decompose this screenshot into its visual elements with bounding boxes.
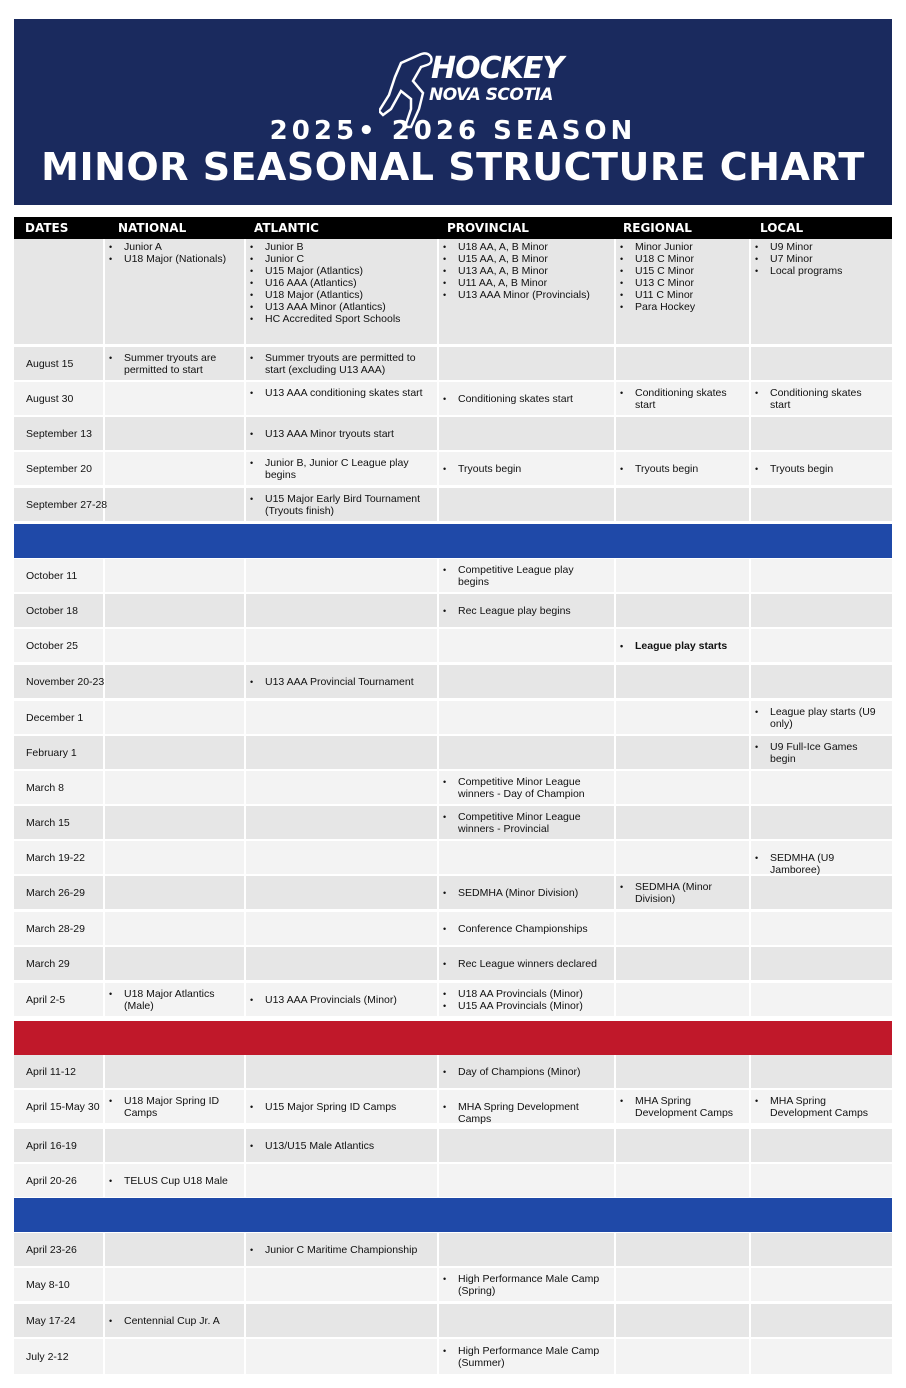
table-cell-divider bbox=[246, 629, 439, 662]
table-row bbox=[14, 876, 892, 909]
bullet-list bbox=[440, 1101, 607, 1125]
row-date: April 20-26 bbox=[26, 1174, 77, 1187]
table-cell-divider bbox=[616, 841, 751, 874]
bullet-list bbox=[617, 881, 742, 905]
table-cell-divider bbox=[246, 806, 439, 839]
table-cell-divider bbox=[616, 806, 751, 839]
list-item: • Competitive Minor League winners - Day of Champion bbox=[440, 776, 607, 800]
table-cell-divider bbox=[616, 947, 751, 980]
table-cell-divider bbox=[105, 1339, 246, 1374]
table-cell-divider bbox=[105, 452, 246, 485]
table-cell-divider bbox=[246, 559, 439, 592]
page-title: MINOR SEASONAL STRUCTURE CHART bbox=[41, 145, 865, 189]
table-row bbox=[14, 1304, 892, 1337]
list-item: • Tryouts begin bbox=[617, 463, 742, 475]
list-item: • Junior B, Junior C League play begins bbox=[247, 457, 430, 481]
bullet-list bbox=[247, 493, 430, 517]
table-row bbox=[14, 701, 892, 734]
list-item: • League play starts (U9 only) bbox=[752, 706, 883, 730]
table-row bbox=[14, 1339, 892, 1374]
table-cell-divider bbox=[439, 417, 616, 450]
bullet-list bbox=[247, 241, 434, 325]
bullet-list bbox=[106, 1095, 237, 1119]
table-cell-divider bbox=[105, 629, 246, 662]
row-date: November 20-23 bbox=[26, 675, 105, 688]
table-row bbox=[14, 417, 892, 450]
list-item: • U15 Major Early Bird Tournament (Tryouts finish) bbox=[247, 493, 430, 517]
bullet-list bbox=[106, 1315, 237, 1327]
logo-text-nova-scotia: NOVA SCOTIA bbox=[429, 85, 553, 105]
table-cell-divider bbox=[439, 1233, 616, 1266]
table-cell-divider bbox=[439, 665, 616, 698]
table-row bbox=[14, 1164, 892, 1197]
bullet-list bbox=[752, 706, 883, 730]
table-header bbox=[14, 217, 892, 239]
table-cell-divider bbox=[105, 382, 246, 415]
table-row bbox=[14, 1268, 892, 1301]
table-row bbox=[14, 594, 892, 627]
list-item: • Centennial Cup Jr. A bbox=[106, 1315, 237, 1327]
table-cell-divider bbox=[105, 771, 246, 804]
table-row bbox=[14, 629, 892, 662]
table-cell-divider bbox=[439, 629, 616, 662]
bullet-list bbox=[440, 393, 607, 405]
season-label: 2025• 2026 SEASON bbox=[269, 116, 637, 146]
table-row bbox=[14, 1129, 892, 1162]
table-cell-divider bbox=[105, 1129, 246, 1162]
blue-separator bbox=[14, 524, 892, 558]
list-item: • U15 Major Spring ID Camps bbox=[247, 1101, 430, 1113]
list-item: • U18 Major Atlantics (Male) bbox=[106, 988, 237, 1012]
table-row bbox=[14, 771, 892, 804]
row-date: April 15-May 30 bbox=[26, 1100, 100, 1113]
bullet-list bbox=[752, 852, 883, 876]
table-cell-divider bbox=[105, 1055, 246, 1088]
row-date: April 11-12 bbox=[26, 1065, 76, 1078]
table-cell-divider bbox=[616, 912, 751, 945]
table-cell-divider bbox=[105, 841, 246, 874]
list-item: • Local programs bbox=[752, 265, 887, 277]
table-cell-divider bbox=[105, 876, 246, 909]
table-cell-divider bbox=[616, 594, 751, 627]
table-cell-divider bbox=[105, 1233, 246, 1266]
table-cell-divider bbox=[105, 912, 246, 945]
table-cell-divider bbox=[105, 665, 246, 698]
list-item: • Rec League play begins bbox=[440, 605, 607, 617]
bullet-list bbox=[617, 241, 746, 313]
table-row bbox=[14, 1233, 892, 1266]
column-header-national: NATIONAL bbox=[118, 221, 187, 235]
row-date: May 8-10 bbox=[26, 1278, 70, 1291]
list-item: • Conditioning skates start bbox=[440, 393, 607, 405]
table-cell-divider bbox=[246, 912, 439, 945]
table-cell-divider bbox=[439, 701, 616, 734]
bullet-list bbox=[106, 988, 237, 1012]
table-cell-divider bbox=[105, 559, 246, 592]
table-cell-divider bbox=[616, 701, 751, 734]
list-item: • U15 AA Provincials (Minor) bbox=[440, 1000, 607, 1012]
row-date: July 2-12 bbox=[26, 1350, 69, 1363]
list-item: • Competitive League play begins bbox=[440, 564, 607, 588]
table-row bbox=[14, 947, 892, 980]
bullet-list bbox=[752, 741, 883, 765]
table-cell-divider bbox=[246, 1164, 439, 1197]
bullet-list bbox=[752, 241, 887, 277]
bullet-list bbox=[247, 387, 430, 399]
row-date: March 26-29 bbox=[26, 886, 85, 899]
list-item: • U13 AAA conditioning skates start bbox=[247, 387, 430, 399]
list-item: • U18 AA Provincials (Minor) bbox=[440, 988, 607, 1000]
list-item: • Rec League winners declared bbox=[440, 958, 607, 970]
bullet-list bbox=[440, 564, 607, 588]
table-cell-divider bbox=[105, 1268, 246, 1301]
bullet-list bbox=[106, 241, 241, 265]
table-row bbox=[14, 912, 892, 945]
bullet-list bbox=[440, 241, 611, 301]
list-item: • MHA Spring Development Camps bbox=[617, 1095, 742, 1119]
bullet-list bbox=[247, 352, 430, 376]
bullet-list bbox=[440, 887, 607, 899]
table-cell-divider bbox=[616, 1339, 751, 1374]
table-cell-divider bbox=[616, 665, 751, 698]
table-cell-divider bbox=[616, 771, 751, 804]
row-date: September 20 bbox=[26, 462, 92, 475]
list-item: • Minor Junior bbox=[617, 241, 746, 253]
list-item: • U15 Major (Atlantics) bbox=[247, 265, 434, 277]
bullet-list bbox=[752, 1095, 883, 1119]
list-item: • U9 Minor bbox=[752, 241, 887, 253]
table-cell-divider bbox=[246, 841, 439, 874]
table-row bbox=[14, 382, 892, 415]
list-item: • U13 AAA Minor tryouts start bbox=[247, 428, 430, 440]
bullet-list bbox=[617, 640, 742, 652]
table-cell-divider bbox=[616, 347, 751, 380]
row-date: October 25 bbox=[26, 639, 78, 652]
table-cell-divider bbox=[616, 417, 751, 450]
table-cell-divider bbox=[14, 239, 105, 344]
bullet-list bbox=[752, 463, 883, 475]
list-item: • U15 AA, A, B Minor bbox=[440, 253, 611, 265]
bullet-list bbox=[617, 387, 742, 411]
table-cell-divider bbox=[439, 1129, 616, 1162]
list-item: • U18 Major Spring ID Camps bbox=[106, 1095, 237, 1119]
list-item: • U13 AAA Minor (Atlantics) bbox=[247, 301, 434, 313]
list-item: • U13 AAA Minor (Provincials) bbox=[440, 289, 611, 301]
table-cell-divider bbox=[246, 1055, 439, 1088]
list-item: • U15 C Minor bbox=[617, 265, 746, 277]
bullet-list bbox=[440, 1345, 607, 1369]
levels-row bbox=[14, 239, 892, 344]
red-separator bbox=[14, 1021, 892, 1055]
bullet-list bbox=[247, 1244, 430, 1256]
table-row bbox=[14, 736, 892, 769]
list-item: • High Performance Male Camp (Spring) bbox=[440, 1273, 607, 1297]
logo-text-hockey: HOCKEY bbox=[431, 51, 564, 86]
table-cell-divider bbox=[246, 1304, 439, 1337]
list-item: • Para Hockey bbox=[617, 301, 746, 313]
list-item: • U18 Major (Nationals) bbox=[106, 253, 241, 265]
list-item: • U18 Major (Atlantics) bbox=[247, 289, 434, 301]
list-item: • U13/U15 Male Atlantics bbox=[247, 1140, 430, 1152]
table-cell-divider bbox=[616, 1268, 751, 1301]
list-item: • Junior A bbox=[106, 241, 241, 253]
table-cell-divider bbox=[616, 488, 751, 521]
list-item: • U9 Full-Ice Games begin bbox=[752, 741, 883, 765]
table-cell-divider bbox=[616, 1164, 751, 1197]
bullet-list bbox=[247, 676, 430, 688]
table-cell-divider bbox=[246, 1268, 439, 1301]
bullet-list bbox=[247, 1101, 430, 1113]
list-item: • U13 AAA Provincial Tournament bbox=[247, 676, 430, 688]
list-item: • Tryouts begin bbox=[440, 463, 607, 475]
list-item: • Junior B bbox=[247, 241, 434, 253]
bullet-list bbox=[247, 457, 430, 481]
table-row bbox=[14, 488, 892, 521]
row-date: September 13 bbox=[26, 427, 92, 440]
list-item: • High Performance Male Camp (Summer) bbox=[440, 1345, 607, 1369]
list-item: • SEDMHA (Minor Division) bbox=[617, 881, 742, 905]
table-row bbox=[14, 806, 892, 839]
row-date: April 2-5 bbox=[26, 993, 66, 1006]
table-cell-divider bbox=[616, 1233, 751, 1266]
list-item: • SEDMHA (Minor Division) bbox=[440, 887, 607, 899]
list-item: • League play starts bbox=[617, 640, 742, 652]
table-cell-divider bbox=[246, 771, 439, 804]
list-item: • U13 C Minor bbox=[617, 277, 746, 289]
column-header-local: LOCAL bbox=[760, 221, 804, 235]
table-row bbox=[14, 841, 892, 874]
list-item: • Competitive Minor League winners - Provincial bbox=[440, 811, 607, 835]
list-item: • Day of Champions (Minor) bbox=[440, 1066, 607, 1078]
list-item: • Conference Championships bbox=[440, 923, 607, 935]
column-header-regional: REGIONAL bbox=[623, 221, 692, 235]
list-item: • MHA Spring Development Camps bbox=[440, 1101, 607, 1125]
row-date: October 11 bbox=[26, 569, 78, 582]
bullet-list bbox=[440, 463, 607, 475]
list-item: • HC Accredited Sport Schools bbox=[247, 313, 434, 325]
bullet-list bbox=[247, 1140, 430, 1152]
table-cell-divider bbox=[439, 488, 616, 521]
list-item: • Conditioning skates start bbox=[752, 387, 883, 411]
bullet-list bbox=[440, 958, 607, 970]
list-item: • U13 AAA Provincials (Minor) bbox=[247, 994, 430, 1006]
row-date: February 1 bbox=[26, 746, 77, 759]
bullet-list bbox=[617, 1095, 742, 1119]
list-item: • MHA Spring Development Camps bbox=[752, 1095, 883, 1119]
table-cell-divider bbox=[105, 736, 246, 769]
list-item: • U11 AA, A, B Minor bbox=[440, 277, 611, 289]
bullet-list bbox=[617, 463, 742, 475]
table-cell-divider bbox=[439, 1164, 616, 1197]
table-cell-divider bbox=[246, 876, 439, 909]
table-row bbox=[14, 983, 892, 1016]
list-item: • U13 AA, A, B Minor bbox=[440, 265, 611, 277]
list-item: • U18 AA, A, B Minor bbox=[440, 241, 611, 253]
table-row bbox=[14, 559, 892, 592]
row-date: December 1 bbox=[26, 711, 84, 724]
list-item: • U11 C Minor bbox=[617, 289, 746, 301]
list-item: • SEDMHA (U9 Jamboree) bbox=[752, 852, 883, 876]
bullet-list bbox=[440, 988, 607, 1012]
table-cell-divider bbox=[246, 594, 439, 627]
list-item: • U18 C Minor bbox=[617, 253, 746, 265]
list-item: • Junior C bbox=[247, 253, 434, 265]
table-cell-divider bbox=[439, 736, 616, 769]
bullet-list bbox=[440, 811, 607, 835]
bullet-list bbox=[440, 605, 607, 617]
table-cell-divider bbox=[105, 806, 246, 839]
list-item: • TELUS Cup U18 Male bbox=[106, 1175, 237, 1187]
table-cell-divider bbox=[616, 1055, 751, 1088]
list-item: • Summer tryouts are permitted to start bbox=[106, 352, 237, 376]
table-cell-divider bbox=[616, 736, 751, 769]
bullet-list bbox=[106, 1175, 237, 1187]
column-header-dates: DATES bbox=[25, 221, 69, 235]
bullet-list bbox=[440, 776, 607, 800]
row-date: March 29 bbox=[26, 957, 70, 970]
row-date: May 17-24 bbox=[26, 1314, 76, 1327]
table-row bbox=[14, 347, 892, 380]
table-cell-divider bbox=[105, 701, 246, 734]
table-cell-divider bbox=[246, 1339, 439, 1374]
list-item: • U16 AAA (Atlantics) bbox=[247, 277, 434, 289]
list-item: • Conditioning skates start bbox=[617, 387, 742, 411]
blue-separator bbox=[14, 1198, 892, 1232]
table-cell-divider bbox=[439, 347, 616, 380]
table-cell-divider bbox=[616, 559, 751, 592]
row-date: March 19-22 bbox=[26, 851, 85, 864]
header-banner bbox=[14, 19, 892, 205]
row-date: March 15 bbox=[26, 816, 70, 829]
bullet-list bbox=[247, 428, 430, 440]
row-date: September 27-28 bbox=[26, 498, 108, 511]
list-item: • Tryouts begin bbox=[752, 463, 883, 475]
table-row bbox=[14, 1090, 892, 1123]
table-cell-divider bbox=[246, 736, 439, 769]
table-cell-divider bbox=[105, 417, 246, 450]
table-cell-divider bbox=[105, 488, 246, 521]
bullet-list bbox=[440, 1066, 607, 1078]
table-cell-divider bbox=[439, 841, 616, 874]
list-item: • Summer tryouts are permitted to start (excluding U13 AAA) bbox=[247, 352, 430, 376]
list-item: • Junior C Maritime Championship bbox=[247, 1244, 430, 1256]
row-date: April 16-19 bbox=[26, 1139, 77, 1152]
row-date: October 18 bbox=[26, 604, 78, 617]
table-cell-divider bbox=[616, 1304, 751, 1337]
bullet-list bbox=[752, 387, 883, 411]
table-cell-divider bbox=[105, 947, 246, 980]
list-item: • U7 Minor bbox=[752, 253, 887, 265]
table-cell-divider bbox=[616, 1129, 751, 1162]
bullet-list bbox=[440, 1273, 607, 1297]
table-cell-divider bbox=[246, 947, 439, 980]
table-row bbox=[14, 665, 892, 698]
row-date: August 15 bbox=[26, 357, 74, 370]
bullet-list bbox=[247, 994, 430, 1006]
bullet-list bbox=[440, 923, 607, 935]
column-header-atlantic: ATLANTIC bbox=[254, 221, 319, 235]
row-date: March 28-29 bbox=[26, 922, 85, 935]
row-date: April 23-26 bbox=[26, 1243, 77, 1256]
row-date: March 8 bbox=[26, 781, 64, 794]
table-cell-divider bbox=[616, 983, 751, 1016]
column-header-provincial: PROVINCIAL bbox=[447, 221, 529, 235]
table-row bbox=[14, 1055, 892, 1088]
row-date: August 30 bbox=[26, 392, 74, 405]
table-cell-divider bbox=[439, 1304, 616, 1337]
table-row bbox=[14, 452, 892, 485]
table-cell-divider bbox=[105, 594, 246, 627]
bullet-list bbox=[106, 352, 237, 376]
table-cell-divider bbox=[246, 701, 439, 734]
